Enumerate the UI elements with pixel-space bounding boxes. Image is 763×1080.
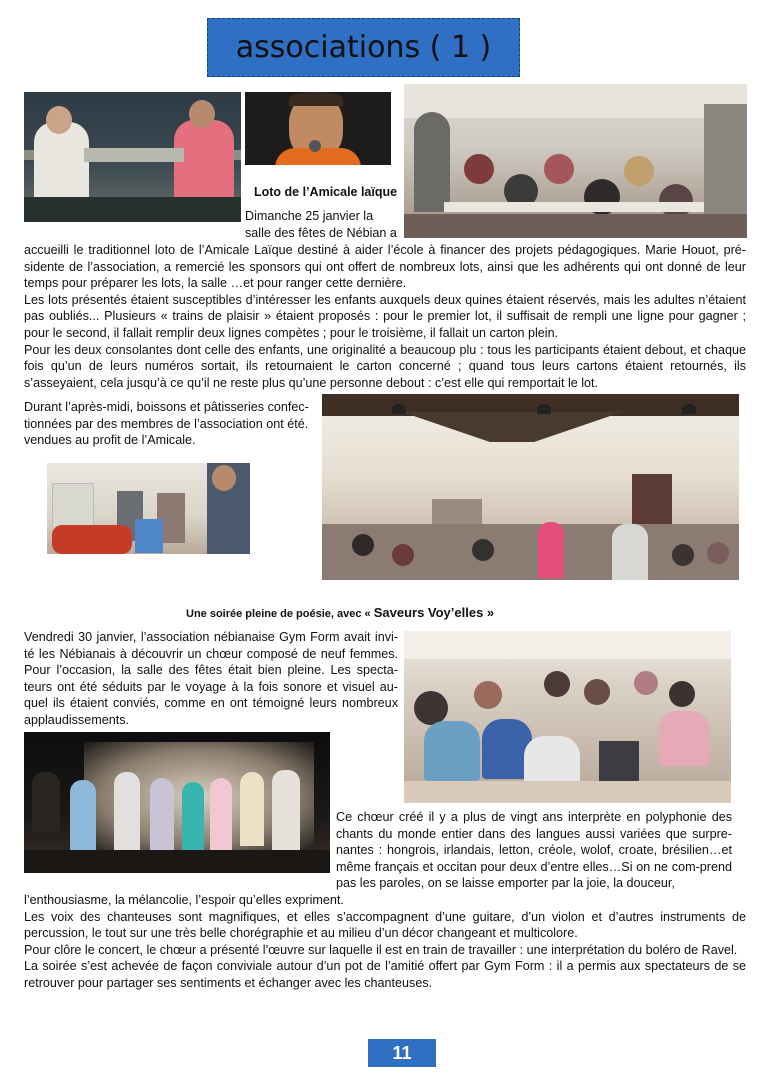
poesie-body	[24, 892, 746, 992]
poesie-heading-name: Saveurs Voy’elles	[373, 605, 484, 620]
loto-paragraph-2: Les lots présentés étaient susceptibles d’intéresser les enfants auxquels deux quines étaient réservés, mais les adultes n’étaient pas oubliés... Plusieurs « trains de plaisir » étaient proposés : pour le premier lot, il suffisait de rempli une ligne pour gagner ; pour le second, il fallait remplir deux lignes compètes ; pour le troisième, il fallait un carton plein.	[24, 292, 746, 340]
page-number	[368, 1039, 436, 1067]
photo-loto-large-hall	[322, 394, 739, 580]
poesie-paragraph-2-side: Ce chœur créé il y a plus de vingt ans interprète en polyphonie des chants du monde entier dans des langues aussi variées que surpre-nantes : hongrois, irlandais, letton, créole, wolof, croate, brésilien…et même français et occitan pour deux d’entre elles…Si on ne com-prend pas les paroles, on se laisse emporter par la joie, la douceur,	[336, 810, 732, 891]
loto-intro-line1: Dimanche 25 janvier la	[245, 209, 374, 223]
poesie-paragraph-4: Pour clôre le concert, le chœur a présenté l’œuvre sur laquelle il est en train de travailler : une interprétation du boléro de Ravel.	[24, 942, 738, 957]
poesie-paragraph-1: Vendredi 30 janvier, l’association nébianaise Gym Form avait invi-té les Nébianais à découvrir un chœur composé de neuf femmes. Pour l’occasion, la salle des fêtes était bien pleine. Les specta-teurs ont été séduits par le voyage à la fois sonore et visuel au-quel ils étaient conviés, comme en ont témoigné leurs nombreux applaudissements.	[24, 630, 398, 727]
loto-heading: Loto de l’Amicale laïque	[254, 185, 398, 199]
page-title-text: associations ( 1 )	[235, 30, 492, 65]
loto-body	[24, 242, 746, 391]
poesie-paragraph-3: Les voix des chanteuses sont magnifiques, et elles s’accompagnent d’une guitare, d’un violon et d’autres instruments de percussion, le tout sur une très belle chorégraphie et au milieu d’un décor changeant et multicolore.	[24, 909, 746, 941]
loto-paragraph-1: accueilli le traditionnel loto de l’Amicale Laïque destiné à aider l’école à financer des projets pédagogiques. Marie Houot, pré-sidente de l’association, a remercié les sponsors qui ont offert de nombreux lots, ainsi que les adhérents qui ont donné de leur temps pour préparer les lots, la salle …et pour ranger cette dernière.	[24, 243, 746, 291]
poesie-heading-suffix: »	[483, 605, 495, 620]
poesie-heading	[186, 605, 494, 620]
photo-loto-organizers	[24, 92, 241, 222]
poesie-paragraph-5: La soirée s’est achevée de façon conviviale autour d’un pot de l’amitié offert par Gym Form : il a permis aux spectateurs de se retrouver pour partager ses sentiments et échanger avec les chanteuses.	[24, 959, 746, 990]
poesie-heading-prefix: Une soirée pleine de poésie, avec «	[186, 608, 374, 620]
loto-paragraph-3: Pour les deux consolantes dont celle des enfants, une originalité a beaucoup plu : tous les participants étaient debout, et chaque fois qu’un de leurs numéros sortait, ils retournaient le carton concerné ; quand tous leurs cartons étaient retournés, ils s’asseyaient, cela jusqu’à ce qu’il ne reste plus qu’une personne debout : c’est elle qui remportait le lot.	[24, 342, 746, 390]
page-number-text: 11	[392, 1042, 412, 1063]
photo-poesie-stage	[24, 732, 330, 873]
photo-loto-hall	[404, 84, 747, 238]
photo-loto-buvette	[47, 463, 250, 554]
loto-paragraph-4: Durant l’après-midi, boissons et pâtisseries confec-tionnées par des membres de l’association ont été. vendues au profit de l’Amicale.	[24, 400, 309, 448]
poesie-paragraph-2-end: l’enthousiasme, la mélancolie, l’espoir qu’elles expriment.	[24, 893, 344, 907]
page-title	[207, 18, 520, 77]
photo-loto-announcer	[245, 92, 391, 165]
photo-poesie-audience	[404, 631, 731, 803]
loto-intro-line2: salle des fêtes de Nébian a	[245, 226, 397, 240]
